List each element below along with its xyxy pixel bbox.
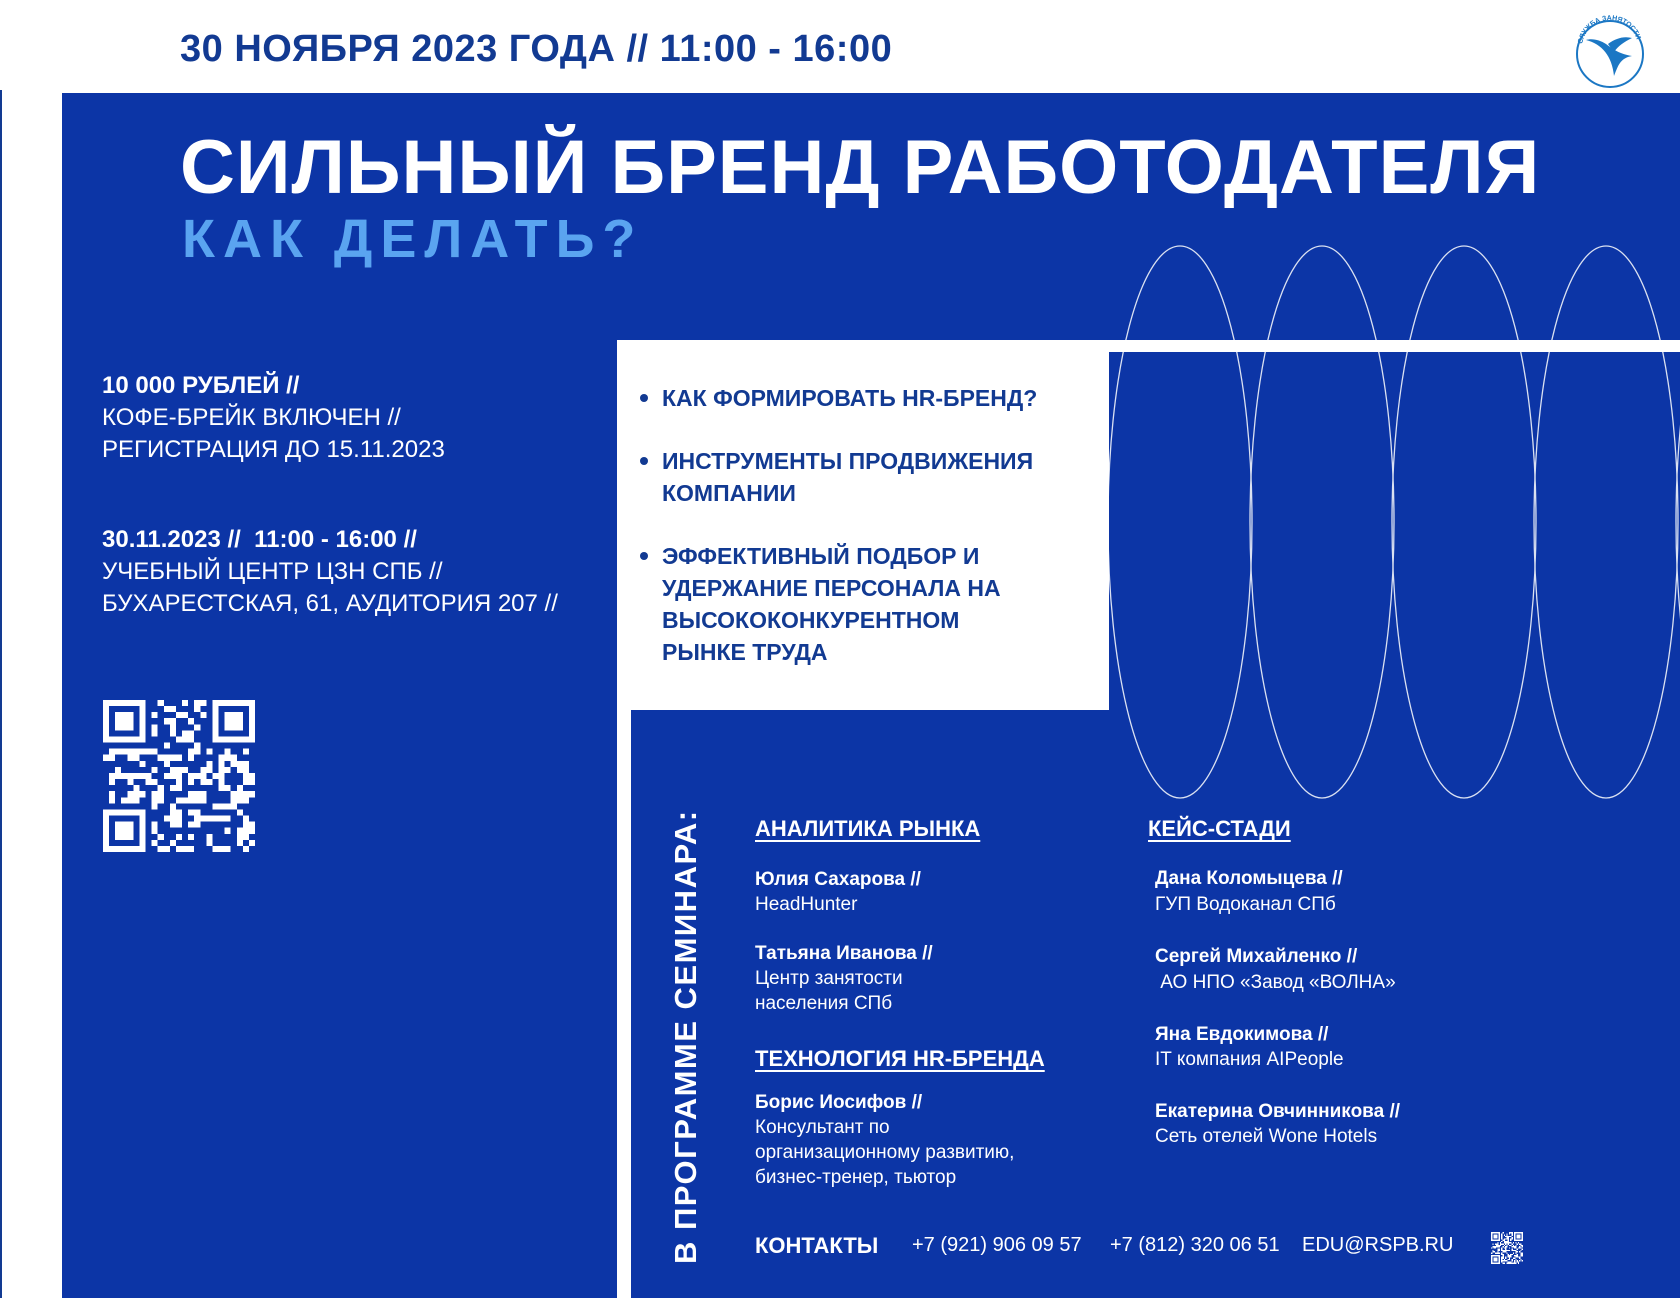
topic-item bbox=[638, 445, 1088, 509]
speaker-name: Дана Коломыцева // bbox=[1155, 868, 1343, 889]
program-label: В ПРОГРАММЕ СЕМИНАРА: bbox=[668, 809, 703, 1264]
price-info bbox=[102, 370, 445, 466]
section-cases-title: КЕЙС-СТАДИ bbox=[1148, 816, 1291, 841]
topic-line: РЫНКЕ ТРУДА bbox=[662, 639, 828, 665]
seagull-logo-icon bbox=[1572, 14, 1648, 90]
section-tech-title: ТЕХНОЛОГИЯ HR-БРЕНДА bbox=[755, 1046, 1045, 1071]
price-text: 10 000 РУБЛЕЙ // bbox=[102, 372, 300, 399]
bullet-icon bbox=[640, 457, 648, 465]
topic-item bbox=[638, 540, 1088, 668]
phone-landline[interactable]: +7 (812) 320 06 51 bbox=[1110, 1234, 1280, 1256]
coffee-text: КОФЕ-БРЕЙК ВКЛЮЧЕН // bbox=[102, 404, 401, 431]
section-market-title: АНАЛИТИКА РЫНКА bbox=[755, 816, 981, 841]
logo-text: СЛУЖБА ЗАНЯТОСТИ bbox=[1577, 14, 1642, 45]
venue-address: БУХАРЕСТСКАЯ, 61, АУДИТОРИЯ 207 // bbox=[102, 590, 558, 617]
speaker-org: бизнес-тренер, тьютор bbox=[755, 1167, 957, 1188]
speaker-org: IT компания AIPeople bbox=[1155, 1049, 1344, 1070]
speaker-org: населения СПб bbox=[755, 993, 893, 1014]
venue-info bbox=[102, 524, 558, 620]
speaker-org: Сеть отелей Wone Hotels bbox=[1155, 1126, 1378, 1147]
speaker-name: Яна Евдокимова // bbox=[1155, 1024, 1329, 1045]
topics-list bbox=[638, 382, 1088, 699]
topic-line: ВЫСОКОКОНКУРЕНТНОМ bbox=[662, 607, 960, 633]
qr-code-icon[interactable] bbox=[103, 700, 255, 852]
main-title: СИЛЬНЫЙ БРЕНД РАБОТОДАТЕЛЯ bbox=[180, 125, 1541, 210]
speaker-org: HeadHunter bbox=[755, 894, 858, 915]
event-datetime: 30.11.2023 // 11:00 - 16:00 // bbox=[102, 526, 417, 553]
topic-line: КАК ФОРМИРОВАТЬ HR-БРЕНД? bbox=[662, 385, 1038, 411]
registration-text: РЕГИСТРАЦИЯ ДО 15.11.2023 bbox=[102, 436, 445, 463]
speaker-name: Татьяна Иванова // bbox=[755, 943, 933, 964]
speaker-name: Юлия Сахарова // bbox=[755, 869, 921, 890]
bullet-icon bbox=[640, 394, 648, 402]
speaker-name: Борис Иосифов // bbox=[755, 1092, 923, 1113]
speaker-name: Екатерина Овчинникова // bbox=[1155, 1101, 1401, 1122]
speaker-org: ГУП Водоканал СПб bbox=[1155, 894, 1336, 915]
topic-item bbox=[638, 382, 1088, 414]
topic-line: УДЕРЖАНИЕ ПЕРСОНАЛА НА bbox=[662, 575, 1001, 601]
speaker-org: Консультант по bbox=[755, 1117, 890, 1138]
topic-line: КОМПАНИИ bbox=[662, 480, 796, 506]
contacts-label: КОНТАКТЫ bbox=[755, 1233, 879, 1258]
small-qr-code-icon[interactable] bbox=[1491, 1232, 1523, 1264]
subtitle: КАК ДЕЛАТЬ? bbox=[182, 209, 644, 269]
topic-line: ИНСТРУМЕНТЫ ПРОДВИЖЕНИЯ bbox=[662, 448, 1034, 474]
venue-center: УЧЕБНЫЙ ЦЕНТР ЦЗН СПБ // bbox=[102, 558, 443, 585]
left-edge-line bbox=[0, 90, 2, 1298]
phone-mobile[interactable]: +7 (921) 906 09 57 bbox=[912, 1234, 1082, 1256]
speaker-org: АО НПО «Завод «ВОЛНА» bbox=[1155, 972, 1396, 993]
event-date-header: 30 НОЯБРЯ 2023 ГОДА // 11:00 - 16:00 bbox=[180, 28, 893, 70]
topic-line: ЭФФЕКТИВНЫЙ ПОДБОР И bbox=[662, 543, 980, 569]
email-link[interactable]: EDU@RSPB.RU bbox=[1302, 1234, 1454, 1256]
speaker-org: Центр занятости bbox=[755, 968, 903, 989]
speaker-name: Сергей Михайленко // bbox=[1155, 946, 1358, 967]
speaker-org: организационному развитию, bbox=[755, 1142, 1015, 1163]
bullet-icon bbox=[640, 552, 648, 560]
